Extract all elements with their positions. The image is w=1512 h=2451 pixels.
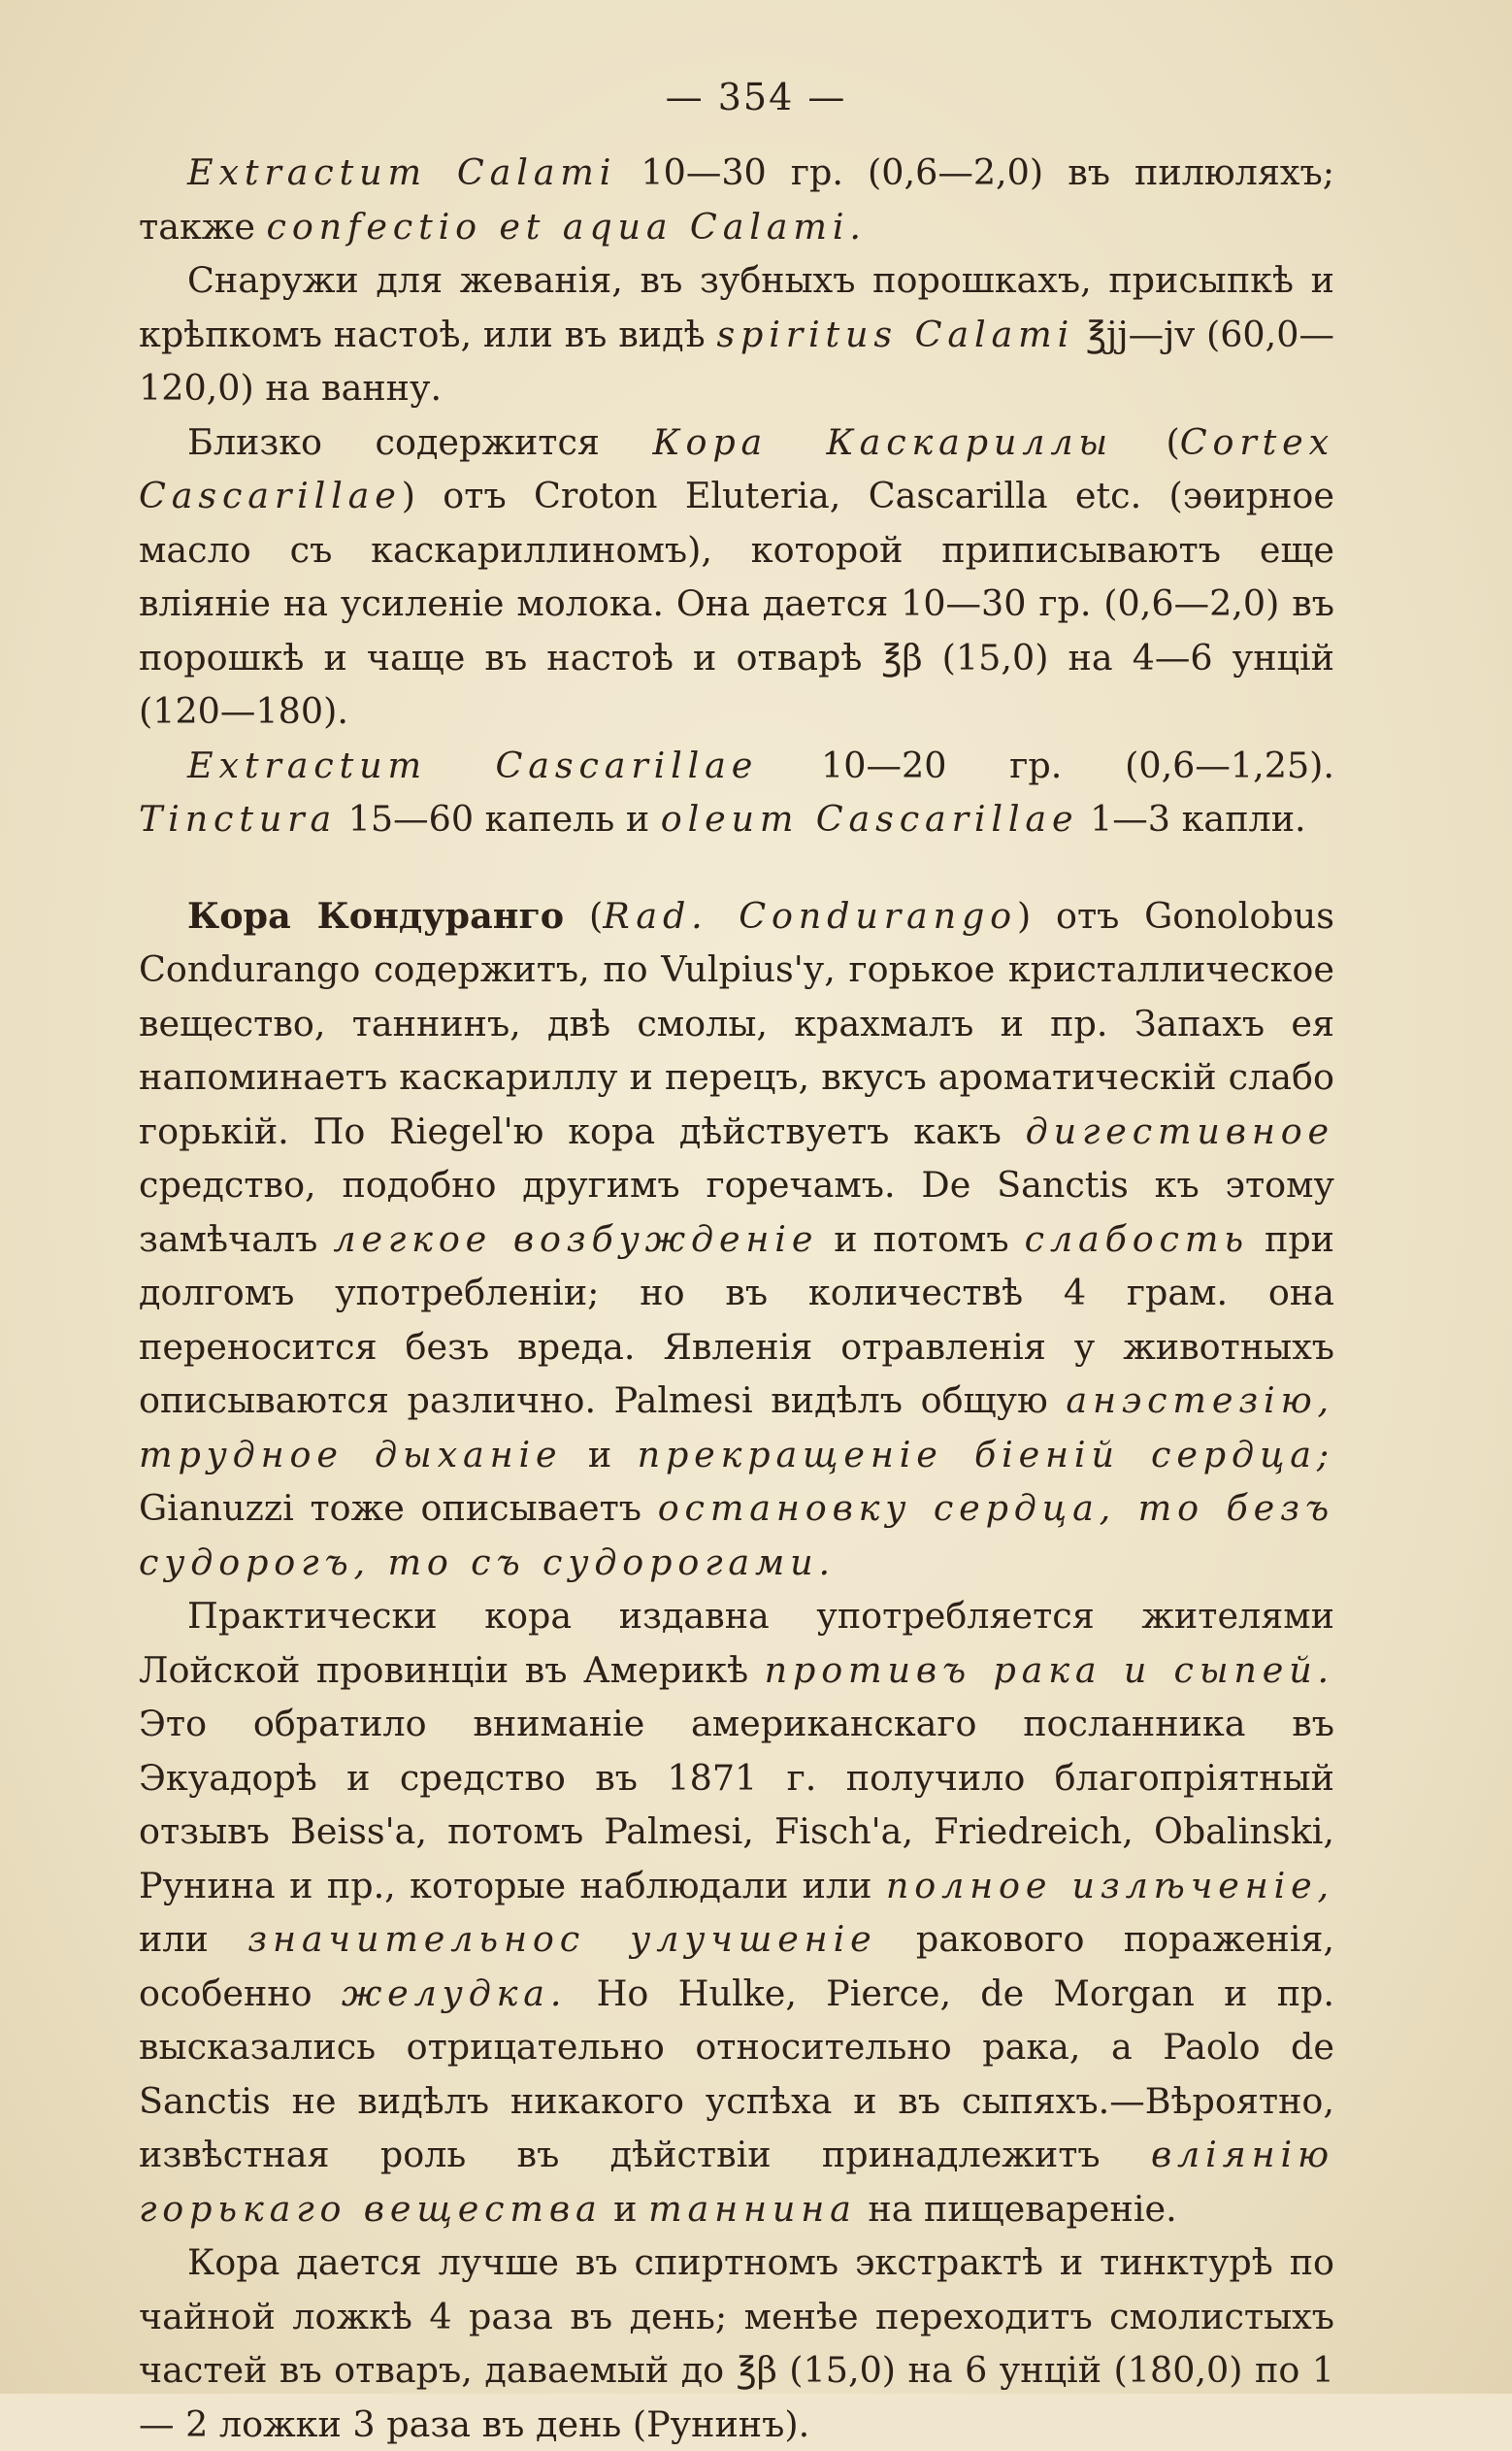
spaced-italic-text: Кора Каскариллы (652, 420, 1113, 463)
spaced-italic-text: анэстезію, трудное дыханіе (139, 1379, 1334, 1475)
body-text: Близко содержится (187, 420, 653, 463)
spaced-italic-text: confectio et aqua Calami. (266, 205, 867, 248)
body-text: и (602, 2187, 649, 2230)
body-text: ) отъ Gonolobus Condurango содержитъ, по Vulpius'у, горькое кристаллическое вещество, таннинъ, двѣ смолы, крахмалъ и пр. Запахъ ея напоминаетъ каскариллу и перецъ, вкусъ ароматическій слабо горькій. По Riegel'ю кора дѣйствуетъ какъ (139, 894, 1335, 1152)
paragraph-condurango-bark (139, 889, 1334, 1590)
body-text: ( (1113, 420, 1180, 463)
paragraph-extractum-calami (139, 146, 1334, 253)
body-text: Но Hulke, Pierce, de Morgan и пр. высказались отрицательно относительно рака, а Paolo de Sanctis не видѣлъ никакого успѣха и въ сыпяхъ.—Вѣроятно, извѣстная роль въ дѣйствіи принадлежитъ (139, 1971, 1334, 2175)
body-text: ракового пораженія, особенно (139, 1918, 1334, 2014)
body-text: ( (564, 894, 604, 937)
body-text: Кора дается лучше въ спиртномъ экстрактѣ и тинктурѣ по чайной ложкѣ 4 раза въ день; менѣе переходитъ смолистыхъ частей въ отваръ, даваемый до ℥β (15,0) на 6 унцій (180,0) по 1 — 2 ложки 3 раза въ день (Рунинъ). (139, 2241, 1334, 2445)
text-body (139, 146, 1334, 2451)
paragraph-dosage (139, 2236, 1334, 2451)
spaced-italic-text: oleum Cascarillae (660, 798, 1079, 840)
body-text: 1—3 капли. (1078, 798, 1306, 840)
spaced-italic-text: Tinctura (139, 798, 338, 840)
body-text: ) отъ Croton Eluteria, Cascarilla etc. (эѳирное масло съ каскариллиномъ), которой приписываютъ еще вліяніе на усиленіе молока. Она дается 10—30 гр. (0,6—2,0) въ порошкѣ и чаще въ настоѣ и отварѣ ℥β (15,0) на 4—6 унцій (120—180). (139, 475, 1334, 732)
body-text: и потомъ (818, 1217, 1025, 1260)
body-text: 10—30 гр. (0,6—2,0) въ пилюляхъ; также (139, 151, 1334, 248)
spaced-italic-text: легкое возбужденіе (333, 1217, 819, 1260)
spaced-italic-text: прекращеніе біеній сердца; (637, 1433, 1334, 1475)
body-text: 15—60 капель и (337, 798, 661, 840)
page-number: — 354 — (665, 76, 847, 118)
spaced-italic-text: полное излѣченіе, (885, 1864, 1334, 1906)
paragraph-practical-use (139, 1589, 1334, 2236)
body-text: при долгомъ употребленіи; но въ количествѣ 4 грам. она переносится безъ вреда. Явленія отравленія у животныхъ описываются различно. Palmesi видѣлъ общую (139, 1217, 1335, 1421)
spaced-italic-text: желудка. (341, 1971, 568, 2014)
spaced-italic-text: дигестивное (1025, 1110, 1334, 1152)
body-text: средство, подобно другимъ горечамъ. De Sanctis къ этому замѣчалъ (139, 1164, 1334, 1260)
spaced-italic-text: Extractum Calami (187, 151, 617, 193)
bold-heading-text: Кора Кондуранго (187, 894, 565, 937)
paragraph-cascarilla-preparations (139, 739, 1334, 846)
spaced-italic-text: Extractum Cascarillae (187, 744, 759, 786)
body-text: или (139, 1918, 248, 1960)
spaced-italic-text: остановку сердца, то безъ судорогъ, то съ судорогами. (139, 1487, 1334, 1583)
body-text: на пищевареніе. (856, 2187, 1177, 2230)
body-text: Gianuzzi тоже описываетъ (139, 1487, 658, 1529)
spaced-italic-text: значительнос улучшеніе (247, 1918, 877, 1960)
spaced-italic-text: слабость (1024, 1217, 1249, 1260)
spaced-italic-text: spiritus Calami (716, 313, 1075, 355)
body-text: и (562, 1433, 638, 1475)
body-text: 10—20 гр. (0,6—1,25). (758, 744, 1335, 786)
spaced-italic-text: вліянію горькаго вещества (139, 2134, 1334, 2230)
spaced-italic-text: Rad. Condurango (603, 894, 1017, 937)
spaced-italic-text: Cortex Cascarillae (139, 420, 1334, 516)
paragraph-external-use (139, 253, 1334, 415)
spaced-italic-text: противъ рака и сыпей. (764, 1648, 1334, 1691)
body-text: Снаружи для жеванія, въ зубныхъ порошкахъ, присыпкѣ и крѣпкомъ настоѣ, или въ видѣ (139, 259, 1334, 355)
spaced-italic-text: таннина (648, 2187, 857, 2230)
body-text: Это обратило вниманіе американскаго посланника въ Экуадорѣ и средство въ 1871 г. получило благопріятный отзывъ Beiss'а, потомъ Palmesi, Fisch'a, Friedreich, Obalinski, Рунина и пр., которые наблюдали или (139, 1703, 1334, 1906)
body-text: ℥jj—jv (60,0—120,0) на ванну. (139, 313, 1334, 409)
paragraph-cascarilla-bark (139, 415, 1334, 739)
body-text: Практически кора издавна употребляется жителями Лойской провинціи въ Америкѣ (139, 1595, 1334, 1691)
